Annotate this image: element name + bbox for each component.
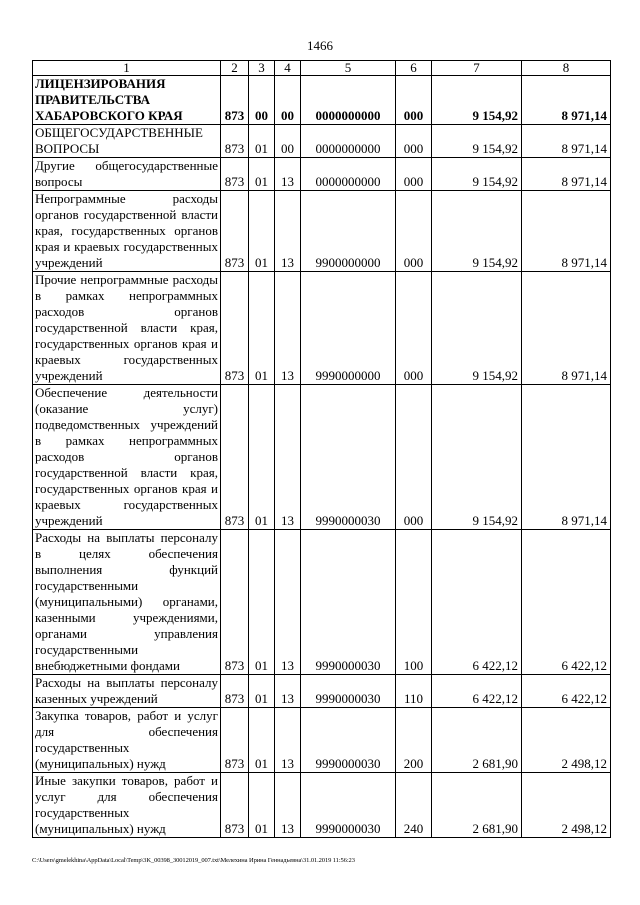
expense-type-code-cell: 110 xyxy=(396,675,432,708)
ministry-code-cell: 873 xyxy=(221,530,249,675)
amount-cell: 6 422,12 xyxy=(522,530,611,675)
row-name-cell: Другие общегосударственные вопросы xyxy=(33,158,221,191)
subsection-code-cell: 13 xyxy=(275,385,301,530)
row-name-cell: ЛИЦЕНЗИРОВАНИЯ ПРАВИТЕЛЬСТВА ХАБАРОВСКОГО КРАЯ xyxy=(33,76,221,125)
section-code-cell: 01 xyxy=(249,773,275,838)
document-footer-path: C:\Users\gmelekhina\AppData\Local\Temp\3K_00398_30012019_007.txt\Мелехина Ирина Геннадьевна\31.01.2019 11:56:23 xyxy=(32,857,355,864)
table-row xyxy=(33,530,611,675)
amount-cell: 9 154,92 xyxy=(432,191,522,272)
expense-type-code-cell: 000 xyxy=(396,76,432,125)
table-row xyxy=(33,773,611,838)
target-item-code-cell: 9990000030 xyxy=(301,773,396,838)
expense-type-code-cell: 000 xyxy=(396,272,432,385)
amount-cell: 2 681,90 xyxy=(432,773,522,838)
expense-type-code-cell: 200 xyxy=(396,708,432,773)
ministry-code-cell: 873 xyxy=(221,191,249,272)
row-name-cell: ОБЩЕГОСУДАРСТВЕННЫЕ ВОПРОСЫ xyxy=(33,125,221,158)
amount-cell: 8 971,14 xyxy=(522,385,611,530)
table-row xyxy=(33,158,611,191)
amount-cell: 8 971,14 xyxy=(522,272,611,385)
table-header-row xyxy=(33,61,611,76)
amount-cell: 9 154,92 xyxy=(432,76,522,125)
section-code-cell: 01 xyxy=(249,158,275,191)
subsection-code-cell: 00 xyxy=(275,76,301,125)
ministry-code-cell: 873 xyxy=(221,125,249,158)
ministry-code-cell: 873 xyxy=(221,76,249,125)
expense-type-code-cell: 000 xyxy=(396,191,432,272)
expense-type-code-cell: 000 xyxy=(396,385,432,530)
row-name-cell: Расходы на выплаты персоналу казенных учреждений xyxy=(33,675,221,708)
amount-cell: 6 422,12 xyxy=(432,675,522,708)
ministry-code-cell: 873 xyxy=(221,385,249,530)
subsection-code-cell: 13 xyxy=(275,191,301,272)
column-header: 1 xyxy=(33,61,221,76)
target-item-code-cell: 0000000000 xyxy=(301,158,396,191)
subsection-code-cell: 13 xyxy=(275,530,301,675)
table-row xyxy=(33,385,611,530)
section-code-cell: 01 xyxy=(249,675,275,708)
target-item-code-cell: 9990000030 xyxy=(301,708,396,773)
subsection-code-cell: 13 xyxy=(275,708,301,773)
row-name-cell: Прочие непрограммные расходы в рамках непрограммных расходов органов государственной власти края, государственных органов края и краевых государственных учреждений xyxy=(33,272,221,385)
subsection-code-cell: 13 xyxy=(275,272,301,385)
table-row xyxy=(33,675,611,708)
target-item-code-cell: 0000000000 xyxy=(301,125,396,158)
ministry-code-cell: 873 xyxy=(221,675,249,708)
row-name-cell: Иные закупки товаров, работ и услуг для обеспечения государственных (муниципальных) нужд xyxy=(33,773,221,838)
target-item-code-cell: 9990000030 xyxy=(301,675,396,708)
expense-type-code-cell: 000 xyxy=(396,158,432,191)
ministry-code-cell: 873 xyxy=(221,773,249,838)
amount-cell: 6 422,12 xyxy=(432,530,522,675)
section-code-cell: 01 xyxy=(249,708,275,773)
row-name-cell: Непрограммные расходы органов государственной власти края, государственных органов края и краевых государственных учреждений xyxy=(33,191,221,272)
subsection-code-cell: 13 xyxy=(275,773,301,838)
budget-table xyxy=(32,60,611,838)
section-code-cell: 01 xyxy=(249,272,275,385)
column-header: 7 xyxy=(432,61,522,76)
column-header: 8 xyxy=(522,61,611,76)
section-code-cell: 01 xyxy=(249,385,275,530)
ministry-code-cell: 873 xyxy=(221,158,249,191)
row-name-cell: Закупка товаров, работ и услуг для обеспечения государственных (муниципальных) нужд xyxy=(33,708,221,773)
page-number: 1466 xyxy=(307,38,333,53)
amount-cell: 8 971,14 xyxy=(522,125,611,158)
amount-cell: 2 498,12 xyxy=(522,708,611,773)
ministry-code-cell: 873 xyxy=(221,272,249,385)
column-header: 5 xyxy=(301,61,396,76)
expense-type-code-cell: 240 xyxy=(396,773,432,838)
table-row xyxy=(33,191,611,272)
section-code-cell: 01 xyxy=(249,191,275,272)
target-item-code-cell: 0000000000 xyxy=(301,76,396,125)
amount-cell: 2 498,12 xyxy=(522,773,611,838)
amount-cell: 9 154,92 xyxy=(432,158,522,191)
table-row xyxy=(33,708,611,773)
amount-cell: 9 154,92 xyxy=(432,272,522,385)
column-header: 2 xyxy=(221,61,249,76)
subsection-code-cell: 00 xyxy=(275,125,301,158)
row-name-cell: Расходы на выплаты персоналу в целях обеспечения выполнения функций государственными (муниципальными) органами, казенными учреждениями, органами управления государственными внебюджетными фондами xyxy=(33,530,221,675)
table-row xyxy=(33,76,611,125)
expense-type-code-cell: 100 xyxy=(396,530,432,675)
target-item-code-cell: 9900000000 xyxy=(301,191,396,272)
amount-cell: 8 971,14 xyxy=(522,158,611,191)
amount-cell: 2 681,90 xyxy=(432,708,522,773)
target-item-code-cell: 9990000030 xyxy=(301,530,396,675)
subsection-code-cell: 13 xyxy=(275,158,301,191)
amount-cell: 8 971,14 xyxy=(522,191,611,272)
table-row xyxy=(33,272,611,385)
section-code-cell: 00 xyxy=(249,76,275,125)
column-header: 6 xyxy=(396,61,432,76)
amount-cell: 6 422,12 xyxy=(522,675,611,708)
target-item-code-cell: 9990000030 xyxy=(301,385,396,530)
section-code-cell: 01 xyxy=(249,125,275,158)
target-item-code-cell: 9990000000 xyxy=(301,272,396,385)
section-code-cell: 01 xyxy=(249,530,275,675)
row-name-cell: Обеспечение деятельности (оказание услуг) подведомственных учреждений в рамках непрограммных расходов органов государственной власти края, государственных органов края и краевых государственных учреждений xyxy=(33,385,221,530)
amount-cell: 8 971,14 xyxy=(522,76,611,125)
amount-cell: 9 154,92 xyxy=(432,125,522,158)
expense-type-code-cell: 000 xyxy=(396,125,432,158)
table-row xyxy=(33,125,611,158)
amount-cell: 9 154,92 xyxy=(432,385,522,530)
subsection-code-cell: 13 xyxy=(275,675,301,708)
ministry-code-cell: 873 xyxy=(221,708,249,773)
column-header: 4 xyxy=(275,61,301,76)
column-header: 3 xyxy=(249,61,275,76)
